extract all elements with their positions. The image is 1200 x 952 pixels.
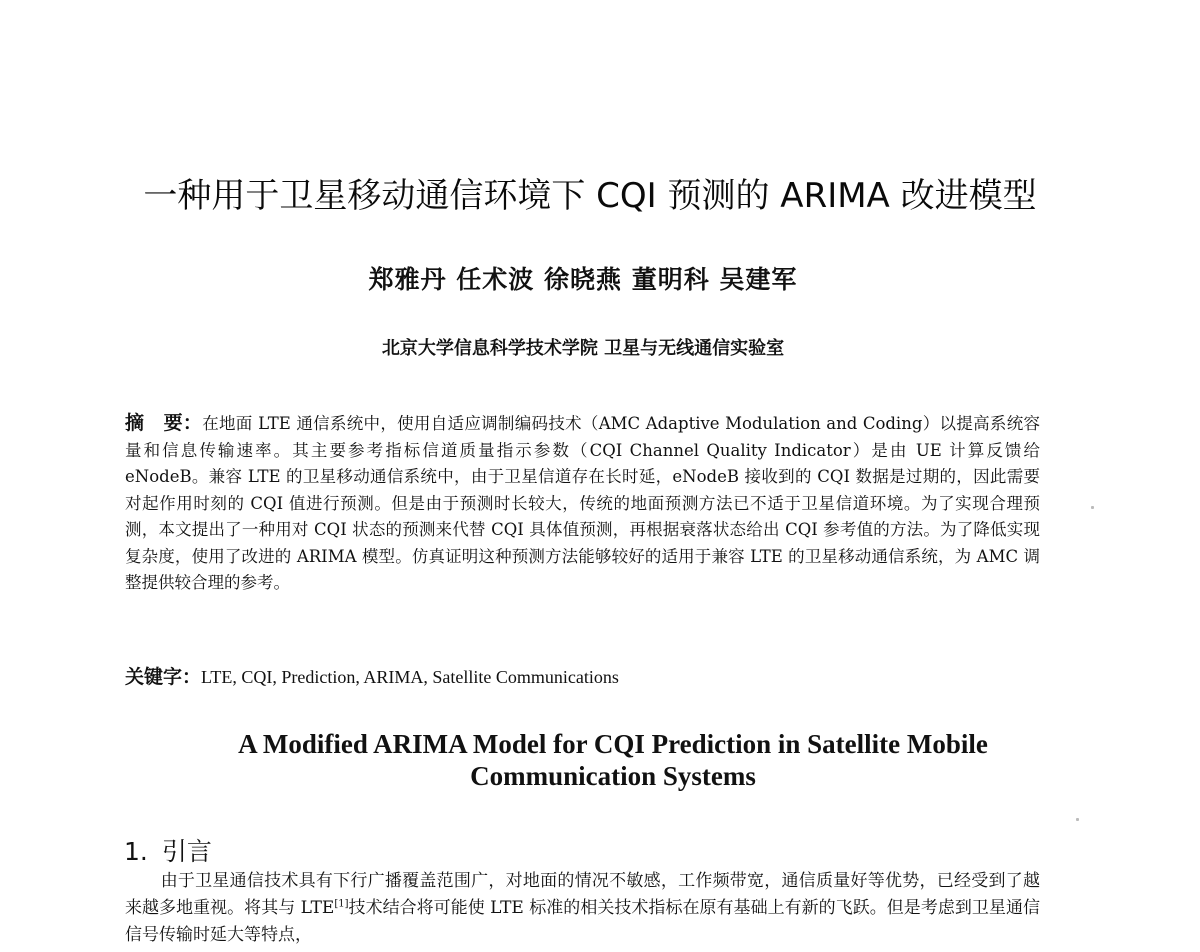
english-title-line-2: Communication Systems: [470, 761, 756, 791]
affiliation: 北京大学信息科学技术学院 卫星与无线通信实验室: [381, 338, 785, 359]
abstract-text: 在地面 LTE 通信系统中，使用自适应调制编码技术（AMC Adaptive Modulation and Coding）以提高系统容量和信息传输速率。其主要参考指标信道质量指示参数（CQI Channel Quality Indicator）是由 UE 计算反馈给 eNodeB。兼容 LTE 的卫星移动通信系统中，由于卫星信道存在长时延，eNodeB 接收到的 CQI 数据是过期的，因此需要对起作用时刻的 CQI 值进行预测。但是由于预测时长较大，传统的地面预测方法已不适于卫星信道环境。为了实现合理预测，本文提出了一种用对 CQI 状态的预测来代替 CQI 具体值预测，再根据衰落状态给出 CQI 参考值的方法。为了降低实现复杂度，使用了改进的 ARIMA 模型。仿真证明这种预测方法能够较好的适用于兼容 LTE 的卫星移动通信系统，为 AMC 调整提供较合理的参考。: [125, 414, 1040, 592]
citation-ref: [1]: [334, 898, 349, 910]
section-number: 1.: [124, 837, 148, 866]
english-title-line-1: A Modified ARIMA Model for CQI Prediction in Satellite Mobile: [238, 729, 988, 759]
english-title: [0, 728, 1200, 792]
scan-speck: [1091, 506, 1094, 509]
intro-paragraph: [125, 868, 1040, 949]
paper-title: 一种用于卫星移动通信环境下 CQI 预测的 ARIMA 改进模型: [143, 176, 1037, 216]
author-list: 郑雅丹 任术波 徐晓燕 董明科 吴建军: [368, 265, 798, 294]
abstract: [125, 410, 1040, 597]
keywords: [125, 664, 1040, 690]
intro-text-part-1: 由于卫星通信技术具有下行广播覆盖范围广，对地面的情况不敏感，工作频带宽，通信质量好等优势，已经受到了越来越多地重视。将其与 LTE: [125, 871, 1040, 918]
abstract-label: 摘 要：: [125, 412, 203, 434]
scan-speck: [1076, 818, 1079, 821]
section-title: 引言: [161, 837, 212, 866]
keywords-label: 关键字：: [125, 666, 202, 688]
intro-text-part-2: 技术结合将可能使 LTE 标准的相关技术指标在原有基础上有新的飞跃。但是考虑到卫星通信信号传输时延大等特点，: [125, 898, 1040, 945]
section-heading: [124, 832, 212, 868]
keywords-text: LTE, CQI, Prediction, ARIMA, Satellite Communications: [201, 667, 619, 687]
